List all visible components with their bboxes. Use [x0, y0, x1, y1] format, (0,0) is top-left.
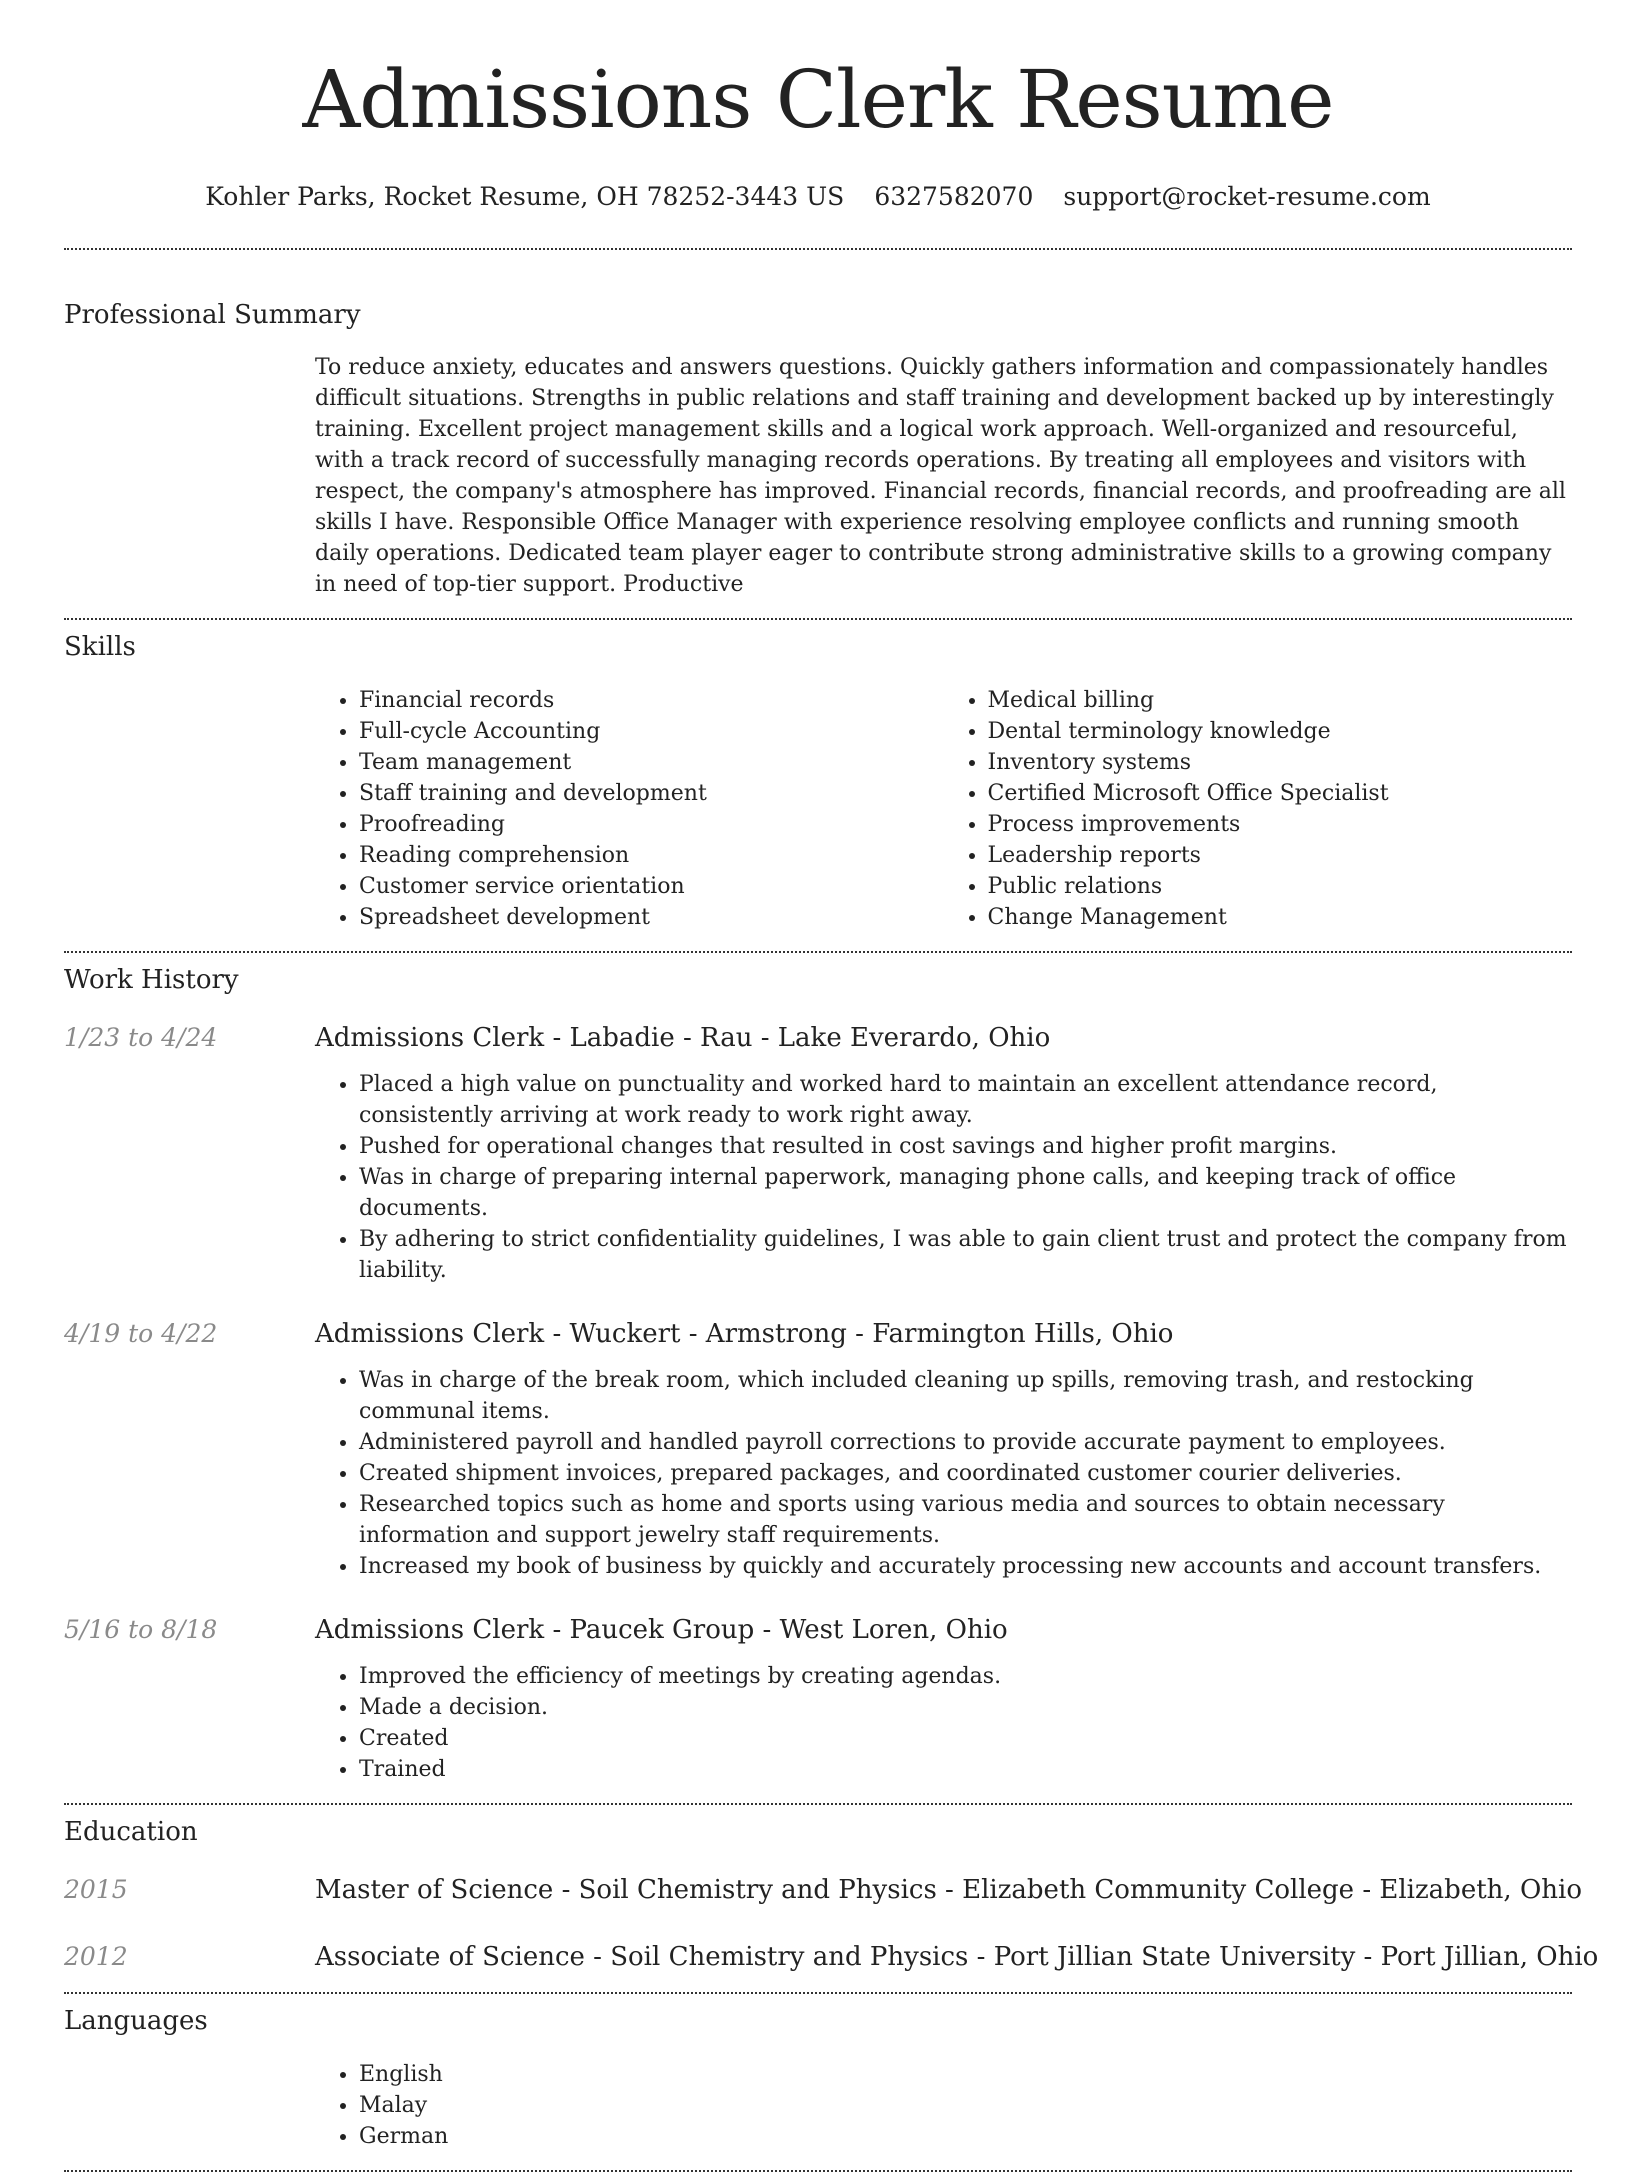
job-body [315, 1069, 1572, 1286]
skill-item: • Change Management [988, 902, 1573, 933]
skills-list-right [944, 685, 1573, 933]
job-bullet: • Placed a high value on punctuality and worked hard to maintain an excellent attendance record, consistently arriving at work ready to work right away. [359, 1069, 1572, 1131]
languages-section [64, 1994, 1572, 2152]
skills-section [64, 620, 1572, 933]
languages-list [315, 2059, 1572, 2152]
languages-content [315, 2059, 1572, 2152]
work-heading: Work History [64, 965, 239, 995]
job-bullets [315, 1365, 1572, 1582]
job-bullet: • Researched topics such as home and sports using various media and sources to obtain necessary information and support jewelry staff requirements. [359, 1489, 1572, 1551]
job-bullets [315, 1661, 1572, 1785]
summary-section [64, 250, 1572, 600]
job-bullet: • Trained [359, 1754, 1572, 1785]
skills-heading: Skills [64, 632, 136, 662]
job-body [315, 1365, 1572, 1582]
contact-email: support@rocket-resume.com [1063, 182, 1431, 211]
skill-item: • Financial records [359, 685, 944, 716]
language-item: • Malay [359, 2090, 1572, 2121]
job-bullets [315, 1069, 1572, 1286]
education-degree: Associate of Science - Soil Chemistry and Physics - Port Jillian State University - Port Jillian, Ohio [315, 1942, 1599, 1972]
job-dates: 1/23 to 4/24 [64, 1023, 218, 1052]
skill-item: • Customer service orientation [359, 871, 944, 902]
contact-address: Kohler Parks, Rocket Resume, OH 78252-3443 US [205, 182, 845, 211]
education-section [64, 1805, 1599, 1972]
education-entry [64, 1875, 1582, 1905]
job-entry [64, 1615, 1572, 1785]
job-dates: 4/19 to 4/22 [64, 1319, 218, 1348]
skill-item: • Medical billing [988, 685, 1573, 716]
language-item: • English [359, 2059, 1572, 2090]
skill-item: • Proofreading [359, 809, 944, 840]
skill-item: • Leadership reports [988, 840, 1573, 871]
skill-item: • Public relations [988, 871, 1573, 902]
job-bullet: • Was in charge of the break room, which included cleaning up spills, removing trash, and restocking communal items. [359, 1365, 1572, 1427]
skill-item: • Reading comprehension [359, 840, 944, 871]
summary-text: To reduce anxiety, educates and answers questions. Quickly gathers information and compassionately handles difficult situations. Strengths in public relations and staff training and development backed up by interestingly training. Excellent project management skills and a logical work approach. Well-organized and resourceful, with a track record of successfully managing records operations. By treating all employees and visitors with respect, the company's atmosphere has improved. Financial records, financial records, and proofreading are all skills I have. Responsible Office Manager with experience resolving employee conflicts and running smooth daily operations. Dedicated team player eager to contribute strong administrative skills to a growing company in need of top-tier support. Productive [315, 355, 1566, 597]
work-section [64, 953, 1572, 1785]
job-bullet: • Created [359, 1723, 1572, 1754]
skill-item: • Inventory systems [988, 747, 1573, 778]
job-title: Admissions Clerk - Wuckert - Armstrong - Farmington Hills, Ohio [315, 1319, 1174, 1349]
job-bullet: • Pushed for operational changes that resulted in cost savings and higher profit margins. [359, 1131, 1572, 1162]
job-bullet: • Was in charge of preparing internal paperwork, managing phone calls, and keeping track of office documents. [359, 1162, 1572, 1224]
resume-page [64, 0, 1599, 2172]
job-entry [64, 1319, 1572, 1582]
education-degree: Master of Science - Soil Chemistry and Physics - Elizabeth Community College - Elizabeth, Ohio [315, 1875, 1582, 1905]
languages-heading: Languages [64, 2006, 208, 2036]
job-bullet: • Administered payroll and handled payroll corrections to provide accurate payment to employees. [359, 1427, 1572, 1458]
job-dates: 5/16 to 8/18 [64, 1615, 218, 1644]
job-title: Admissions Clerk - Labadie - Rau - Lake Everardo, Ohio [315, 1023, 1051, 1053]
skill-item: • Full-cycle Accounting [359, 716, 944, 747]
job-title: Admissions Clerk - Paucek Group - West Loren, Ohio [315, 1615, 1008, 1645]
education-entry [64, 1942, 1599, 1972]
skills-list-left [315, 685, 944, 933]
education-year: 2012 [64, 1942, 128, 1971]
contact-line [64, 182, 1572, 212]
language-item: • German [359, 2121, 1572, 2152]
skill-item: • Team management [359, 747, 944, 778]
job-bullet: • By adhering to strict confidentiality guidelines, I was able to gain client trust and protect the company from liability. [359, 1224, 1572, 1286]
job-bullet: • Improved the efficiency of meetings by creating agendas. [359, 1661, 1572, 1692]
skill-item: • Staff training and development [359, 778, 944, 809]
job-bullet: • Made a decision. [359, 1692, 1572, 1723]
contact-phone: 6327582070 [874, 182, 1034, 211]
job-bullet: • Increased my book of business by quickly and accurately processing new accounts and account transfers. [359, 1551, 1572, 1582]
summary-heading: Professional Summary [64, 300, 361, 330]
skill-item: • Certified Microsoft Office Specialist [988, 778, 1573, 809]
resume-title: Admissions Clerk Resume [302, 53, 1334, 146]
skill-item: • Dental terminology knowledge [988, 716, 1573, 747]
skill-item: • Process improvements [988, 809, 1573, 840]
summary-content [315, 352, 1572, 600]
job-bullet: • Created shipment invoices, prepared packages, and coordinated customer courier deliveries. [359, 1458, 1572, 1489]
education-year: 2015 [64, 1875, 128, 1904]
job-body [315, 1661, 1572, 1785]
education-heading: Education [64, 1817, 198, 1847]
skill-item: • Spreadsheet development [359, 902, 944, 933]
skills-grid [315, 685, 1572, 933]
resume-header [64, 0, 1572, 212]
job-entry [64, 1023, 1572, 1286]
